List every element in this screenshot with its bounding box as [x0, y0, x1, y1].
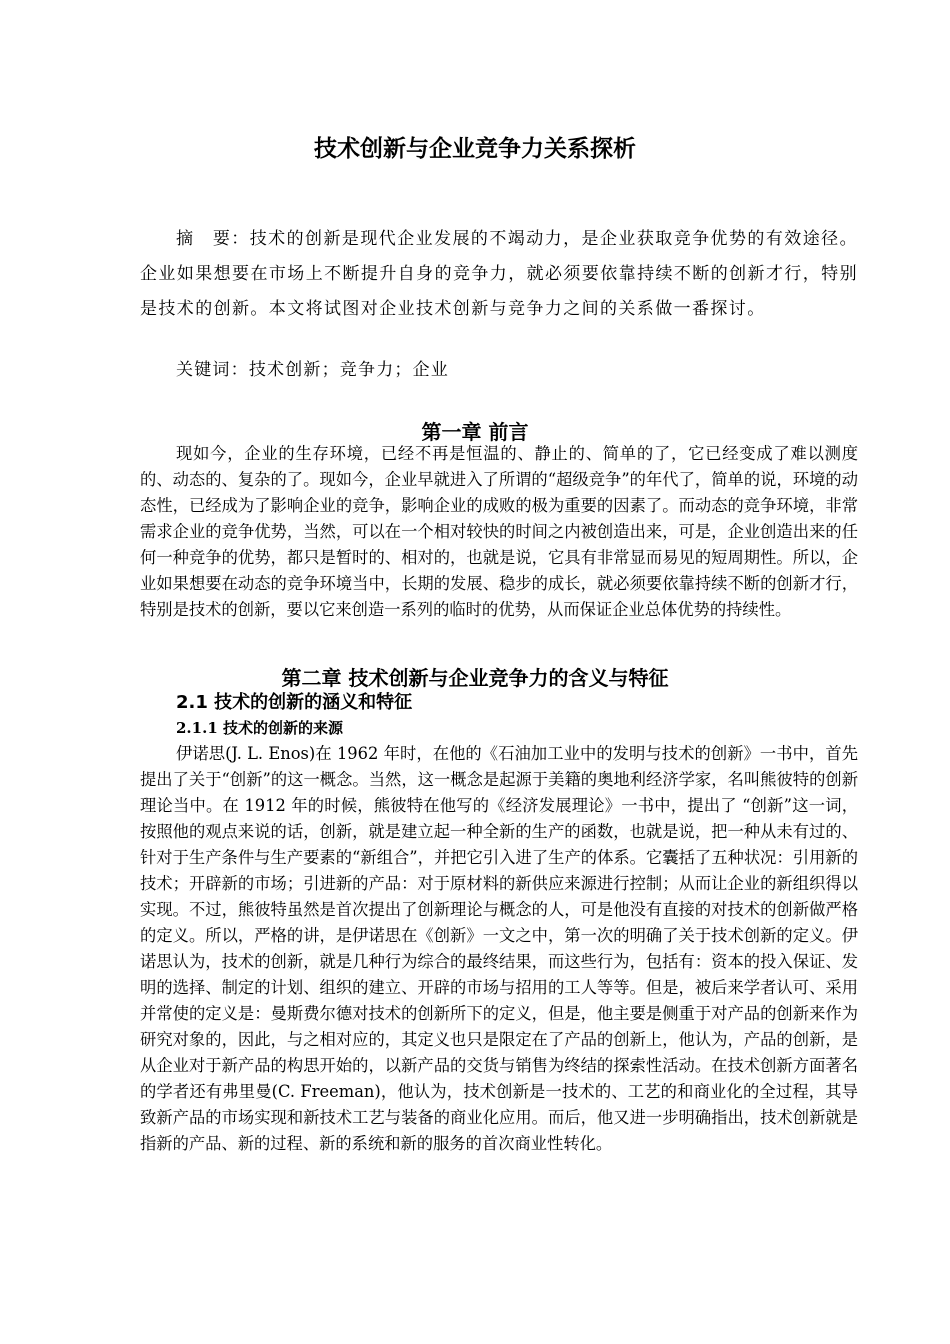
keywords — [176, 355, 449, 385]
chapter-2-heading: 第二章 技术创新与企业竞争力的含义与特征 — [281, 666, 669, 690]
abstract — [140, 222, 858, 327]
abstract-text: 技术的创新是现代企业发展的不竭动力，是企业获取竞争优势的有效途径。企业如果想要在市场上不断提升自身的竞争力，就必须要依靠持续不断的创新才行，特别是技术的创新。本文将试图对企业技术创新与竞争力之间的关系做一番探讨。 — [140, 229, 858, 319]
abstract-label: 摘 要： — [176, 229, 250, 249]
keywords-text: 技术创新；竞争力；企业 — [248, 360, 450, 380]
keywords-label: 关键词： — [176, 360, 249, 380]
chapter-1-paragraph: 现如今，企业的生存环境，已经不再是恒温的、静止的、简单的了，它已经变成了难以测度的、动态的、复杂的了。现如今，企业早就进入了所谓的“超级竞争”的年代了，简单的说，环境的动态性，已经成为了影响企业的竞争，影响企业的成败的极为重要的因素了。而动态的竞争环境，非常需求企业的竞争优势，当然，可以在一个相对较快的时间之内被创造出来，可是，企业创造出来的任何一种竞争的优势，都只是暂时的、相对的，也就是说，它具有非常显而易见的短周期性。所以，企业如果想要在动态的竞争环境当中，长期的发展、稳步的成长，就必须要依靠持续不断的创新才行，特别是技术的创新，要以它来创造一系列的临时的优势，从而保证企业总体优势的持续性。 — [140, 444, 858, 619]
subsection-2-1-1-heading: 2.1.1 技术的创新的来源 — [176, 719, 343, 737]
chapter-2-paragraph: 伊诺思(J. L. Enos)在 1962 年时，在他的《石油加工业中的发明与技术的创新》一书中，首先提出了关于“创新”的这一概念。当然，这一概念是起源于美籍的奥地利经济学家，名叫熊彼特的创新理论当中。在 1912 年的时候，熊彼特在他写的《经济发展理论》一书中，提出了 “创新”这一词，按照他的观点来说的话，创新，就是建立起一种全新的生产的函数，也就是说，把一种从未有过的、针对于生产条件与生产要素的“新组合”，并把它引入进了生产的体系。它囊括了五种状况：引用新的技术；开辟新的市场；引进新的产品：对于原材料的新供应来源进行控制；从而让企业的新组织得以实现。不过，熊彼特虽然是首次提出了创新理论与概念的人，可是他没有直接的对技术的创新做严格的定义。所以，严格的讲，是伊诺思在《创新》一文之中，第一次的明确了关于技术创新的定义。伊诺思认为，技术的创新，就是几种行为综合的最终结果，而这些行为，包括有：资本的投入保证、发明的选择、制定的计划、组织的建立、开辟的市场与招用的工人等等。但是，被后来学者认可、采用并常使的定义是：曼斯费尔德对技术的创新所下的定义，但是，他主要是侧重于对产品的创新来作为研究对象的，因此，与之相对应的，其定义也只是限定在了产品的创新上，他认为，产品的创新，是从企业对于新产品的构思开始的，以新产品的交货与销售为终结的探索性活动。在技术创新方面著名的学者还有弗里曼(C. Freeman)，他认为，技术创新是一技术的、工艺的和商业化的全过程，其导致新产品的市场实现和新技术工艺与装备的商业化应用。而后，他又进一步明确指出，技术创新就是指新的产品、新的过程、新的系统和新的服务的首次商业性转化。 — [140, 744, 858, 1153]
section-2-1-heading: 2.1 技术的创新的涵义和特征 — [176, 692, 413, 713]
chapter-1-heading: 第一章 前言 — [421, 420, 529, 444]
document-title: 技术创新与企业竞争力关系探析 — [314, 136, 636, 162]
